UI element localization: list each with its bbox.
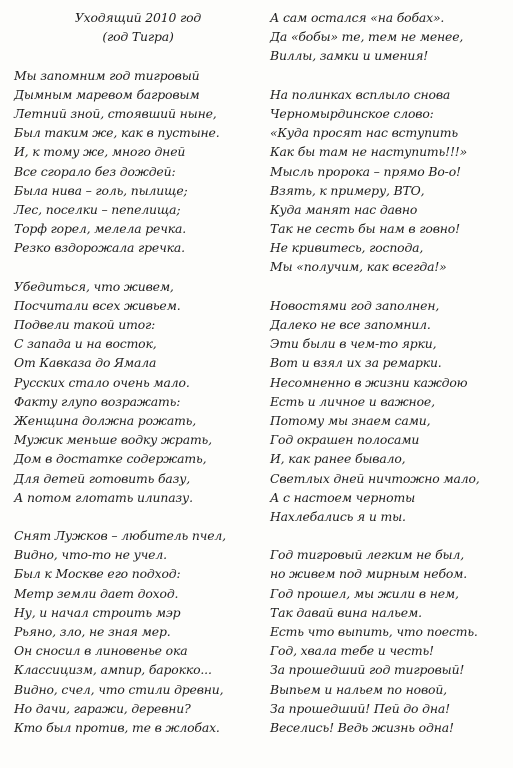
poem-line: Черномырдинское слово: xyxy=(270,105,434,121)
poem-line: Куда манят нас давно xyxy=(270,201,418,217)
poem-line: Русских стало очень мало. xyxy=(14,374,190,390)
poem-line: Лес, поселки – пепелища; xyxy=(14,201,181,217)
poem-line: Не кривитесь, господа, xyxy=(270,240,424,256)
poem-line: Год тигровый легким не был, xyxy=(270,547,465,563)
poem-line: С запада и на восток, xyxy=(14,336,157,352)
poem-line: А сам остался «на бобах». xyxy=(270,10,445,25)
poem-line: За прошедший год тигровый! xyxy=(270,662,465,678)
poem-line: Метр земли дает доход. xyxy=(14,585,179,601)
poem-line: Виллы, замки и имения! xyxy=(270,48,429,64)
poem-line: Мысль пророка – прямо Во-о! xyxy=(270,163,461,179)
stanza xyxy=(270,85,510,277)
poem-line: Год, хвала тебе и честь! xyxy=(270,643,434,659)
poem-line: Год окрашен полосами xyxy=(270,432,420,448)
poem-title: Уходящий 2010 год xyxy=(74,10,202,25)
poem-line: Летний зной, стоявший ныне, xyxy=(14,105,217,121)
poem-line: Вот и взял их за ремарки. xyxy=(270,355,442,371)
poem-line: От Кавказа до Ямала xyxy=(14,355,157,371)
poem-line: Дом в достатке содержать, xyxy=(14,451,207,467)
poem-line: И, к тому же, много дней xyxy=(14,144,186,160)
poem-line: «Куда просят нас вступить xyxy=(270,125,458,141)
poem-line: Ну, и начал строить мэр xyxy=(14,604,181,620)
poem-line: Был к Москве его подход: xyxy=(14,566,181,582)
poem-line: Видно, что-то не учел. xyxy=(14,547,167,563)
poem-line: Светлых дней ничтожно мало, xyxy=(270,470,480,486)
poem-line: Был таким же, как в пустыне. xyxy=(14,125,220,141)
poem-line: А потом глотать илипазу. xyxy=(14,489,193,505)
poem-line: Выпьем и нальем по новой, xyxy=(270,681,447,697)
poem-line: Так давай вина нальем. xyxy=(270,604,422,620)
stanza xyxy=(270,296,510,526)
stanza-gap xyxy=(14,507,262,526)
poem-line: Несомненно в жизни каждою xyxy=(270,374,468,390)
stanza xyxy=(270,545,510,737)
poem-line: Подвели такой итог: xyxy=(14,317,156,332)
poem-line: Мужик меньше водку жрать, xyxy=(14,432,212,448)
poem-line: Снят Лужков – любитель пчел, xyxy=(14,528,226,544)
poem-line: Женщина должна рожать, xyxy=(14,412,197,428)
poem-line: Для детей готовить базу, xyxy=(14,470,191,486)
poem-line: Нахлебались я и ты. xyxy=(270,508,406,524)
poem-line: Убедиться, что живем, xyxy=(14,278,174,294)
right-column xyxy=(270,8,510,737)
poem-line: Мы запомним год тигровый xyxy=(14,67,200,83)
poem-line: Классицизм, ампир, барокко... xyxy=(14,662,212,678)
stanza-gap xyxy=(14,46,262,65)
stanza-gap xyxy=(270,526,510,545)
poem-line: Эти были в чем-то ярки, xyxy=(270,336,437,352)
stanza-gap xyxy=(270,277,510,296)
stanza-gap xyxy=(270,66,510,85)
poem-line: Дымным маревом багровым xyxy=(14,86,200,102)
poem-subtitle: (год Тигра) xyxy=(102,29,174,45)
stanza xyxy=(14,277,262,507)
poem-line: Есть что выпить, что поесть. xyxy=(270,624,478,639)
poem-line: Веселись! Ведь жизнь одна! xyxy=(270,719,454,735)
poem-line: Видно, счел, что стили древни, xyxy=(14,681,224,697)
poem-line: Но дачи, гаражи, деревни? xyxy=(14,700,191,716)
poem-line: Потому мы знаем сами, xyxy=(270,412,431,428)
poem-line: Он сносил в линовенье ока xyxy=(14,643,188,659)
poem-line: А с настоем черноты xyxy=(270,489,416,505)
stanza xyxy=(14,66,262,258)
poem-line: Да «бобы» те, тем не менее, xyxy=(270,29,464,45)
left-column xyxy=(14,8,262,737)
stanza xyxy=(270,8,510,66)
poem-line: Мы «получим, как всегда!» xyxy=(270,259,447,275)
poem-line: Все сгорало без дождей: xyxy=(14,163,176,179)
poem-line: Далеко не все запомнил. xyxy=(270,317,431,332)
poem-line: Посчитали всех живьем. xyxy=(14,297,181,313)
poem-line: Факту глупо возражать: xyxy=(14,393,181,409)
poem-line: Как бы там не наступить!!!» xyxy=(270,144,468,160)
poem-line: Резко вздорожала гречка. xyxy=(14,240,185,256)
poem-line: Была нива – голь, пылище; xyxy=(14,182,188,198)
poem-line: Год прошел, мы жили в нем, xyxy=(270,585,459,601)
poem-line: Кто был против, те в жлобах. xyxy=(14,719,220,735)
poem-line: Рьяно, зло, не зная мер. xyxy=(14,624,171,639)
stanza xyxy=(14,526,262,737)
poem-line: Новостями год заполнен, xyxy=(270,297,440,313)
poem-line: Взять, к примеру, ВТО, xyxy=(270,182,425,198)
poem-line: И, как ранее бывало, xyxy=(270,451,406,467)
poem-line: За прошедший! Пей до дна! xyxy=(270,700,450,716)
stanza-gap xyxy=(14,257,262,276)
poem-line: На полинках всплыло снова xyxy=(270,86,451,102)
poem-line: Есть и личное и важное, xyxy=(270,393,435,409)
poem-line: Торф горел, мелела речка. xyxy=(14,221,187,237)
poem-line: Так не сесть бы нам в говно! xyxy=(270,221,460,237)
poem-line: но живем под мирным небом. xyxy=(270,566,468,582)
